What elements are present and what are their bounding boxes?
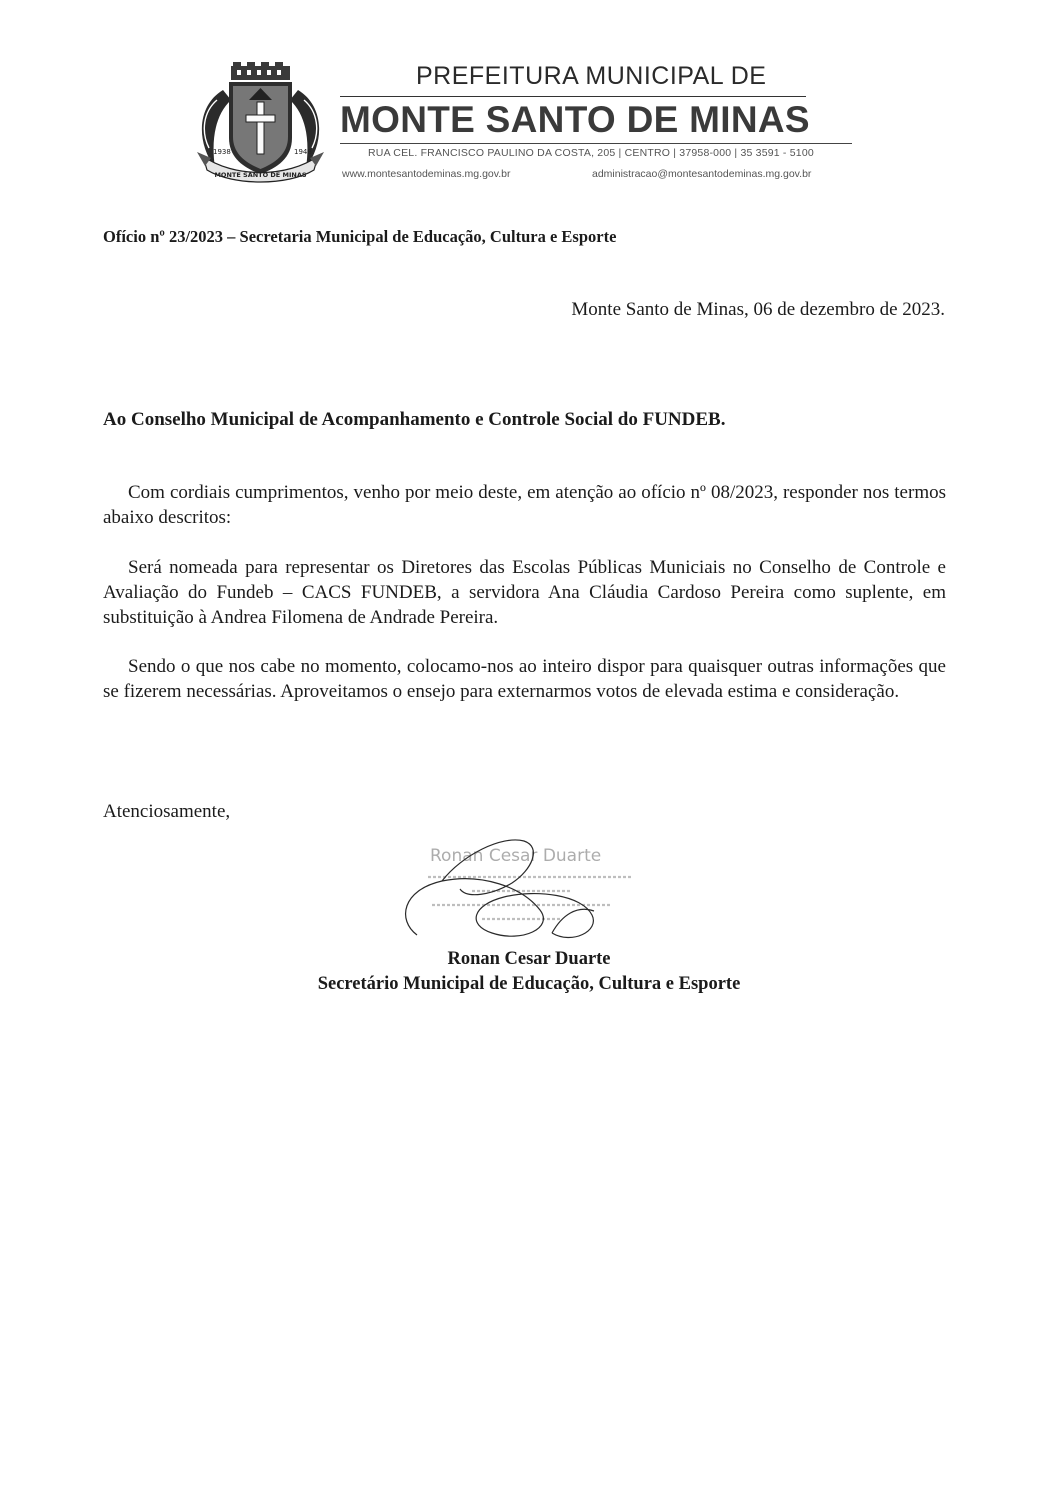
- letter-addressee: Ao Conselho Municipal de Acompanhamento e Controle Social do FUNDEB.: [103, 409, 726, 430]
- signature-stamp: [372, 815, 672, 945]
- letterhead-title: MONTE SANTO DE MINAS: [340, 99, 810, 140]
- crest-year-right: 1948: [294, 148, 312, 156]
- letterhead-address: RUA CEL. FRANCISCO PAULINO DA COSTA, 205 | CENTRO | 37958-000 | 35 3591 - 5100: [368, 147, 814, 159]
- place-date: Monte Santo de Minas, 06 de dezembro de 2023.: [571, 299, 945, 320]
- coat-of-arms-icon: [193, 60, 328, 190]
- paragraph-closing-remarks-text: Sendo o que nos cabe no momento, colocamo-nos ao inteiro dispor para quaisquer outras informações que se fizerem necessárias. Aproveitamos o ensejo para externarmos votos de elevada estima e consideração.: [103, 656, 946, 702]
- crest-motto: MONTE SANTO DE MINAS: [214, 171, 307, 179]
- signatory-name: Ronan Cesar Duarte: [447, 949, 611, 969]
- paragraph-appointment: [103, 555, 946, 630]
- letterhead-rule-bottom: [340, 143, 852, 144]
- stamp-name-text: Ronan Cesar Duarte: [430, 846, 602, 866]
- paragraph-greeting: [103, 480, 946, 530]
- letter-reference: Ofício nº 23/2023 – Secretaria Municipal de Educação, Cultura e Esporte: [103, 227, 617, 246]
- paragraph-closing-remarks: [103, 654, 946, 704]
- paragraph-appointment-text: Será nomeada para representar os Diretores das Escolas Públicas Municiais no Conselho de Controle e Avaliação do Fundeb – CACS FUNDEB, a servidora Ana Cláudia Cardoso Pereira como suplente, em substituição à Andrea Filomena de Andrade Pereira.: [103, 557, 946, 628]
- letterhead-website: www.montesantodeminas.mg.gov.br: [342, 168, 511, 180]
- crest-year-left: 1938: [213, 148, 231, 156]
- letterhead-subtitle: PREFEITURA MUNICIPAL DE: [416, 62, 767, 90]
- letterhead-rule-top: [340, 96, 806, 97]
- letterhead-email: administracao@montesantodeminas.mg.gov.br: [592, 168, 812, 180]
- signatory-role: Secretário Municipal de Educação, Cultura e Esporte: [317, 974, 741, 994]
- letter-closing: Atenciosamente,: [103, 801, 231, 822]
- paragraph-greeting-text: Com cordiais cumprimentos, venho por meio deste, em atenção ao ofício nº 08/2023, responder nos termos abaixo descritos:: [103, 482, 946, 528]
